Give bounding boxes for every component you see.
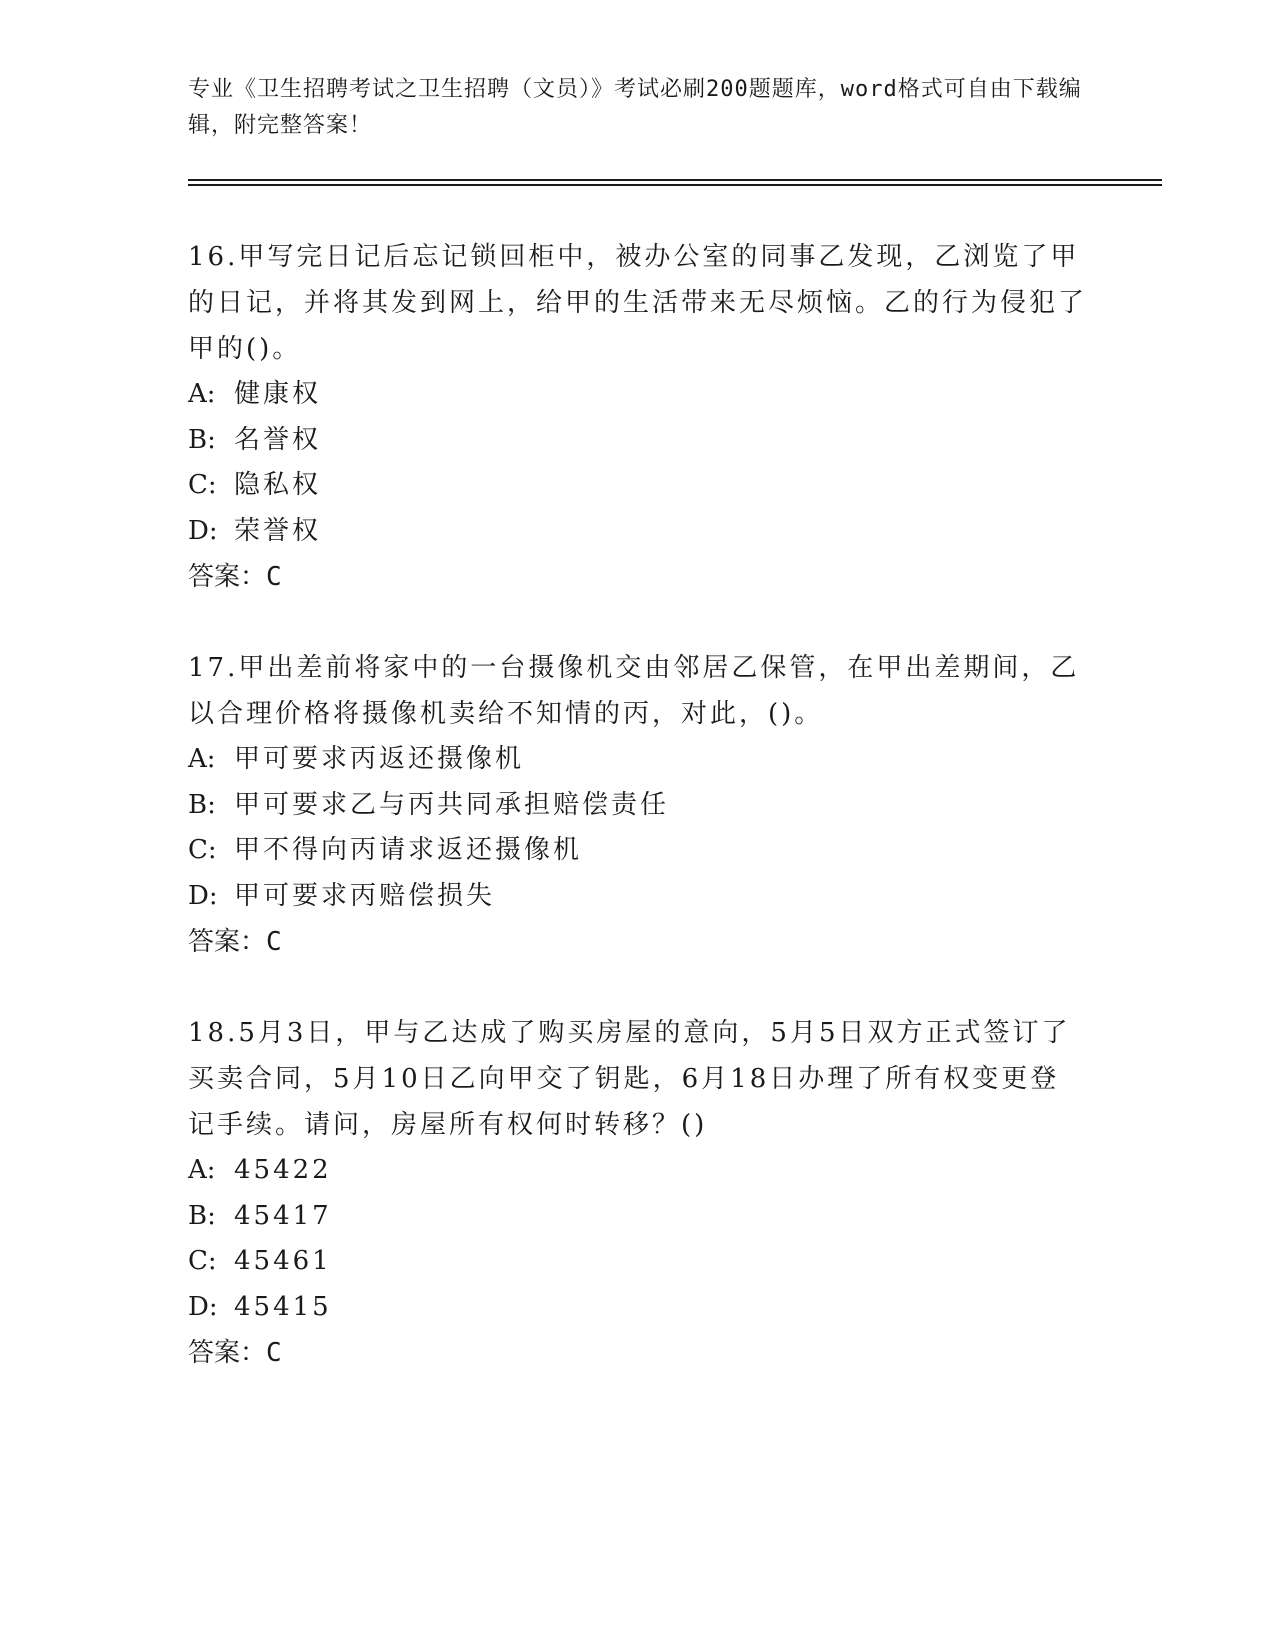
option-letter: B:	[188, 424, 216, 455]
option-letter: D:	[188, 880, 218, 911]
option-text: 甲可要求丙返还摄像机	[234, 744, 525, 774]
option-b	[188, 1194, 1088, 1240]
option-letter: A:	[188, 744, 216, 774]
option-text: 甲可要求乙与丙共同承担赔偿责任	[234, 789, 670, 820]
question-18	[188, 1010, 1088, 1376]
option-c	[188, 1239, 1088, 1285]
option-text: 荣誉权	[234, 515, 322, 546]
answer-line: 答案：C	[188, 1338, 282, 1368]
option-text: 健康权	[234, 379, 322, 409]
question-17	[188, 645, 1088, 965]
option-text: 名誉权	[234, 424, 322, 455]
answer-line: 答案：C	[188, 562, 282, 592]
option-letter: A:	[188, 379, 216, 409]
option-letter: C:	[188, 470, 217, 500]
option-letter: D:	[188, 515, 218, 546]
option-d	[188, 874, 1088, 920]
option-text: 甲可要求丙赔偿损失	[234, 880, 496, 911]
option-d	[188, 509, 1088, 555]
option-letter: D:	[188, 1291, 218, 1322]
option-a	[188, 1148, 1088, 1194]
header-divider-top	[188, 179, 1162, 181]
option-b	[188, 783, 1088, 829]
question-16	[188, 234, 1088, 600]
option-a	[188, 372, 1088, 418]
answer-line: 答案：C	[188, 927, 282, 957]
header-divider-bottom	[188, 184, 1162, 186]
question-stem: 18.5月3日，甲与乙达成了购买房屋的意向，5月5日双方正式签订了买卖合同，5月10日乙向甲交了钥匙，6月18日办理了所有权变更登记手续。请问，房屋所有权何时转移？()	[188, 1018, 1071, 1140]
option-c	[188, 828, 1088, 874]
option-text: 甲不得向丙请求返还摄像机	[234, 835, 583, 865]
option-c	[188, 463, 1088, 509]
option-text: 45417	[234, 1200, 332, 1231]
option-a	[188, 737, 1088, 783]
option-b	[188, 418, 1088, 464]
option-letter: A:	[188, 1155, 216, 1185]
option-text: 隐私权	[234, 470, 322, 500]
option-text: 45415	[234, 1291, 332, 1322]
option-text: 45461	[234, 1246, 332, 1276]
document-header: 专业《卫生招聘考试之卫生招聘（文员）》考试必刷200题题库，word格式可自由下载编辑，附完整答案！	[188, 77, 1082, 138]
option-text: 45422	[234, 1155, 332, 1185]
question-stem: 17.甲出差前将家中的一台摄像机交由邻居乙保管，在甲出差期间，乙以合理价格将摄像机卖给不知情的丙，对此，()。	[188, 653, 1080, 729]
option-letter: B:	[188, 789, 216, 820]
option-letter: C:	[188, 835, 217, 865]
option-letter: B:	[188, 1200, 216, 1231]
option-letter: C:	[188, 1246, 217, 1276]
question-stem: 16.甲写完日记后忘记锁回柜中，被办公室的同事乙发现，乙浏览了甲的日记，并将其发到网上，给甲的生活带来无尽烦恼。乙的行为侵犯了甲的()。	[188, 242, 1088, 364]
option-d	[188, 1285, 1088, 1331]
